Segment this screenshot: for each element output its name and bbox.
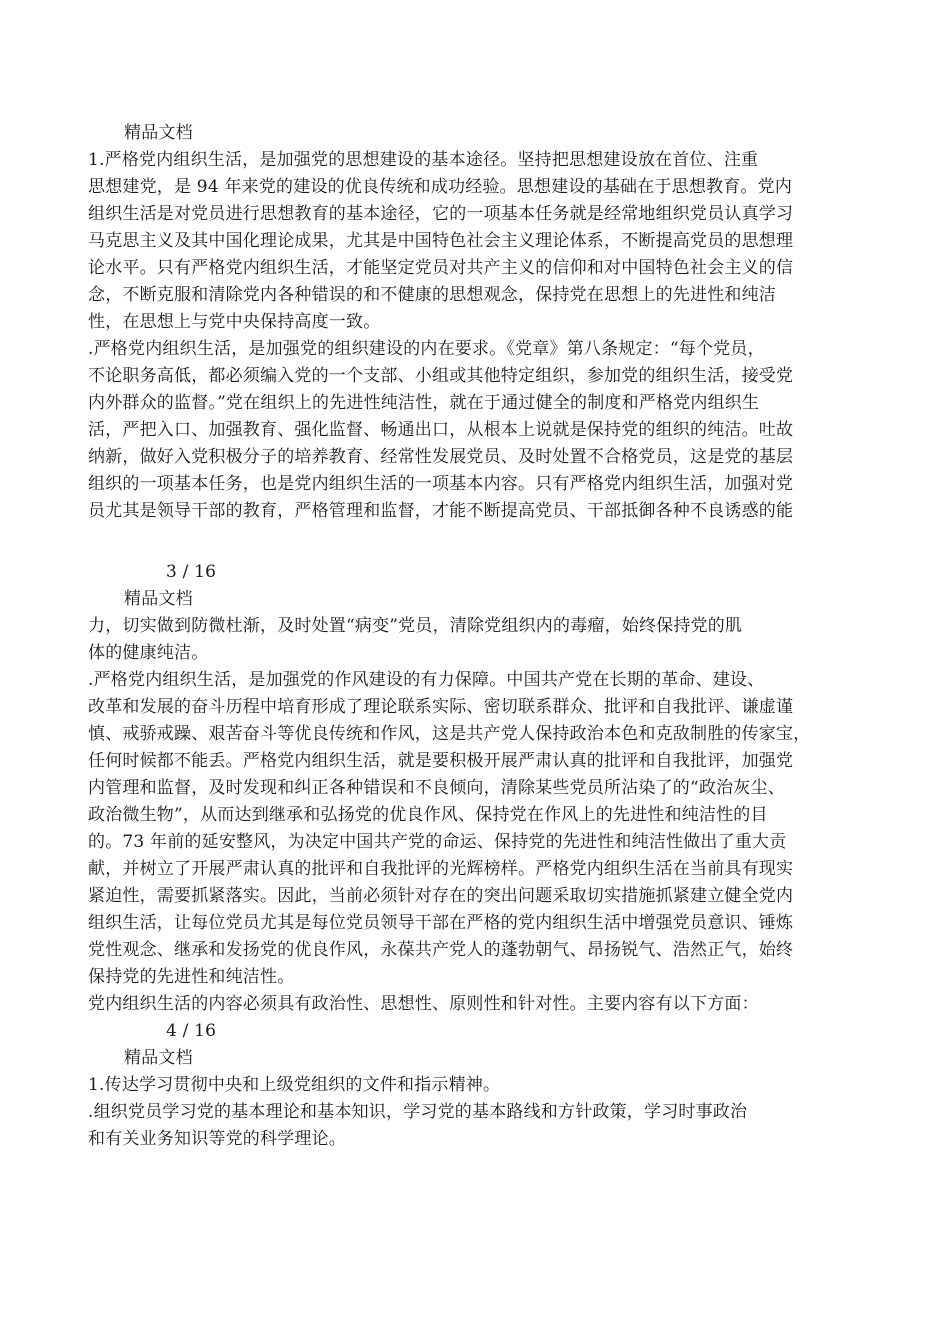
text-line: 思想建党，是 94 年来党的建设的优良传统和成功经验。思想建设的基础在于思想教育。党内 [88, 177, 793, 197]
text-line: 活，严把入口、加强教育、强化监督、畅通出口，从根本上说就是保持党的组织的纯洁。吐故 [88, 420, 794, 440]
text-line: 慎、戒骄戒躁、艰苦奋斗等优良传统和作风，这是共产党人保持政治本色和克敌制胜的传家宝， [88, 724, 811, 744]
text-line: 内外群众的监督。”党在组织上的先进性纯洁性，就在于通过健全的制度和严格党内组织生 [88, 393, 760, 413]
running-header: 精品文档 [124, 1048, 193, 1068]
text-line: 念，不断克服和清除党内各种错误的和不健康的思想观念，保持党在思想上的先进性和纯洁 [88, 285, 776, 305]
page-break-spacer [88, 525, 862, 559]
text-line: 组织生活，让每位党员尤其是每位党员领导干部在严格的党内组织生活中增强党员意识、锤炼 [88, 913, 794, 933]
text-line: 紧迫性，需要抓紧落实。因此，当前必须针对存在的突出问题采取切实措施抓紧建立健全党内 [88, 886, 794, 906]
running-header: 精品文档 [124, 123, 193, 143]
page-number: 3 / 16 [166, 562, 217, 582]
text-line: 马克思主义及其中国化理论成果，尤其是中国特色社会主义理论体系，不断提高党员的思想理 [88, 231, 794, 251]
text-line: 改革和发展的奋斗历程中培育形成了理论联系实际、密切联系群众、批评和自我批评、谦虚谨 [88, 697, 794, 717]
text-line: 内管理和监督，及时发现和纠正各种错误和不良倾向，清除某些党员所沾染了的“政治灰尘、 [88, 778, 785, 798]
text-line: 党性观念、继承和发扬党的优良作风，永葆共产党人的蓬勃朝气、昂扬锐气、浩然正气，始终 [88, 940, 794, 960]
text-line: 力，切实做到防微杜渐，及时处置“病变”党员，清除党组织内的毒瘤，始终保持党的肌 [88, 616, 743, 636]
text-line: 论水平。只有严格党内组织生活，才能坚定党员对共产主义的信仰和对中国特色社会主义的信 [88, 258, 794, 278]
running-header: 精品文档 [124, 589, 193, 609]
text-line: 党内组织生活的内容必须具有政治性、思想性、原则性和针对性。主要内容有以下方面： [88, 994, 759, 1014]
text-line: 纳新，做好入党积极分子的培养教育、经常性发展党员、及时处置不合格党员，这是党的基层 [88, 447, 794, 467]
text-line: 政治微生物”，从而达到继承和弘扬党的优良作风、保持党在作风上的先进性和纯洁性的目 [88, 805, 768, 825]
text-line: 任何时候都不能丢。严格党内组织生活，就是要积极开展严肃认真的批评和自我批评，加强党 [88, 751, 794, 771]
text-line: 保持党的先进性和纯洁性。 [88, 967, 295, 987]
document-page [88, 120, 862, 1153]
text-line: 性，在思想上与党中央保持高度一致。 [88, 312, 381, 332]
text-line: 1.严格党内组织生活，是加强党的思想建设的基本途径。坚持把思想建设放在首位、注重 [88, 150, 759, 170]
page-number: 4 / 16 [166, 1021, 217, 1041]
text-line: 1.传达学习贯彻中央和上级党组织的文件和指示精神。 [88, 1075, 501, 1095]
text-line: .组织党员学习党的基本理论和基本知识，学习党的基本路线和方针政策，学习时事政治 [88, 1102, 748, 1122]
text-line: 员尤其是领导干部的教育，严格管理和监督，才能不断提高党员、干部抵御各种不良诱惑的能 [88, 501, 794, 521]
text-line: 的。73 年前的延安整风，为决定中国共产党的命运、保持党的先进性和纯洁性做出了重大贡 [88, 832, 787, 852]
text-line: .严格党内组织生活，是加强党的组织建设的内在要求。《党章》第八条规定：“每个党员， [88, 339, 765, 359]
text-line: 组织的一项基本任务，也是党内组织生活的一项基本内容。只有严格党内组织生活，加强对党 [88, 474, 794, 494]
text-line: .严格党内组织生活，是加强党的作风建设的有力保障。中国共产党在长期的革命、建设、 [88, 670, 765, 690]
text-line: 体的健康纯洁。 [88, 643, 209, 663]
text-line: 献，并树立了开展严肃认真的批评和自我批评的光辉榜样。严格党内组织生活在当前具有现实 [88, 859, 794, 879]
text-line: 不论职务高低，都必须编入党的一个支部、小组或其他特定组织，参加党的组织生活，接受党 [88, 366, 794, 386]
text-line: 和有关业务知识等党的科学理论。 [88, 1129, 346, 1149]
text-line: 组织生活是对党员进行思想教育的基本途径，它的一项基本任务就是经常地组织党员认真学习 [88, 204, 794, 224]
